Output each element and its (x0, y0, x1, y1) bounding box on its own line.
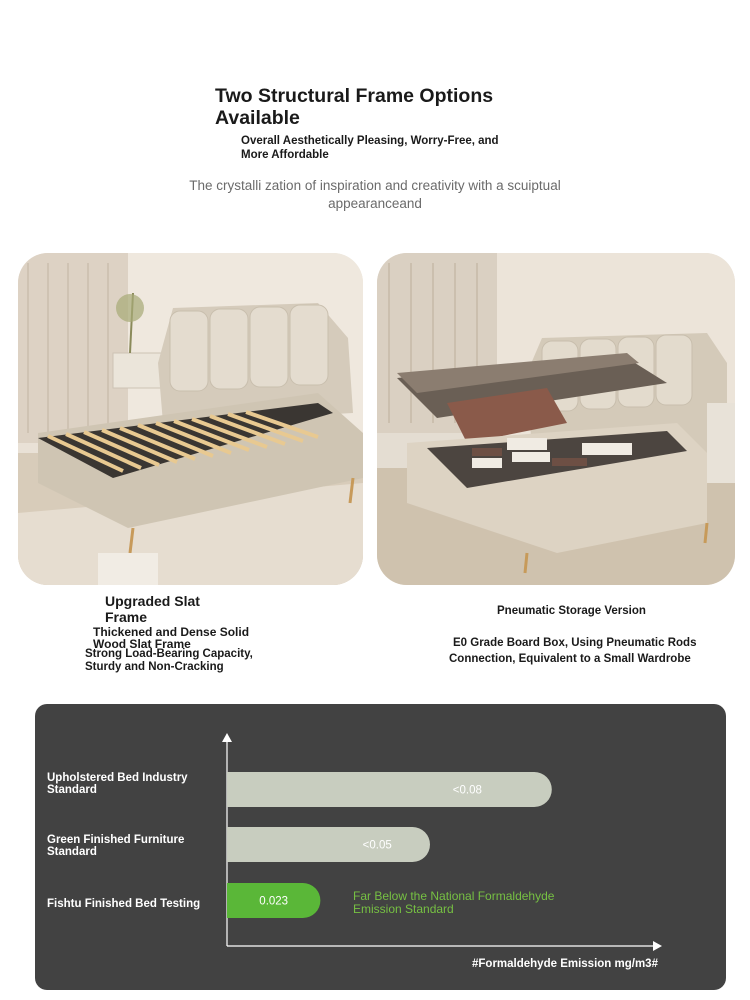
pneumatic-storage-bed-photo (377, 253, 735, 585)
slat-frame-description: Thickened and Dense Solid Wood Slat Frame (93, 625, 250, 651)
x-axis-arrow (653, 941, 662, 951)
bar-value-fishtu-testing: 0.023 (259, 895, 289, 908)
page-subtitle: Overall Aesthetically Pleasing, Worry-Free, and More Affordable (241, 135, 499, 161)
slat-frame-feature: Strong Load-Bearing Capacity, Sturdy and Non-Cracking (85, 648, 253, 673)
storage-version-description: E0 Grade Board Box, Using Pneumatic Rods Connection, Equivalent to a Small Wardrobe (449, 637, 697, 665)
bar-industry-standard (227, 772, 552, 807)
slat-frame-title: Upgraded Slat Frame (105, 593, 200, 625)
bar-value-green-standard: <0.05 (362, 839, 392, 852)
storage-bed-illustration (377, 253, 735, 585)
slat-frame-bed-illustration (18, 253, 363, 585)
category-label-fishtu-testing: Fishtu Finished Bed Testing (47, 898, 201, 910)
chart-annotation: Far Below the National Formaldehyde Emission Standard (353, 889, 555, 916)
bar-green-standard (227, 827, 430, 862)
formaldehyde-chart (35, 704, 726, 990)
tagline: The crystalli zation of inspiration and creativity with a scuiptual appearanceand (189, 178, 561, 211)
slat-frame-bed-photo (18, 253, 363, 585)
storage-version-title: Pneumatic Storage Version (497, 605, 646, 617)
bar-value-industry-standard: <0.08 (452, 784, 482, 797)
category-label-green-standard: Green Finished Furniture Standard (47, 834, 185, 858)
page-title: Two Structural Frame Options Available (215, 85, 494, 129)
category-label-industry-standard: Upholstered Bed Industry Standard (47, 772, 188, 796)
x-axis-label: #Formaldehyde Emission mg/m3# (472, 958, 658, 970)
y-axis-arrow (222, 733, 232, 742)
